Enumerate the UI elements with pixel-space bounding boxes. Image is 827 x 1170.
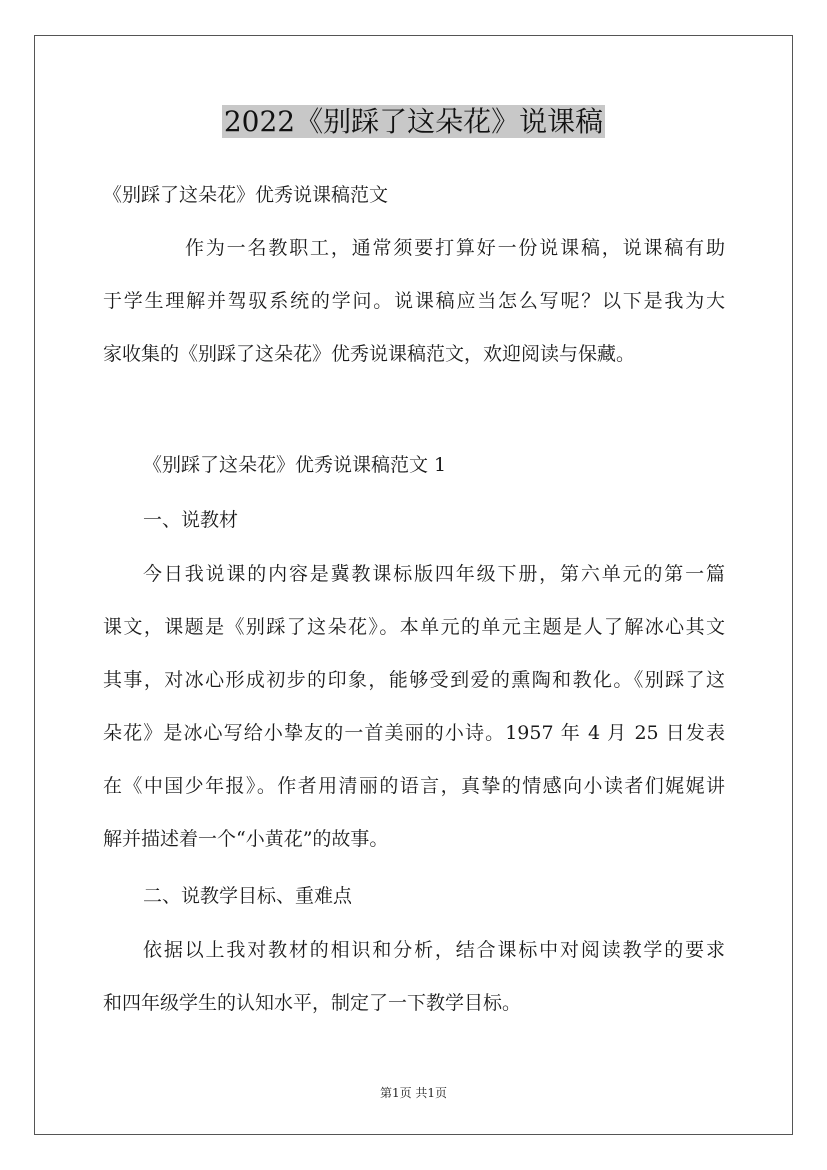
intro-line-2: 于学生理解并驾驭系统的学问。说课稿应当怎么写呢？以下是我为大 [103, 290, 725, 312]
part2-line-1: 依据以上我对教材的相识和分析，结合课标中对阅读教学的要求 [143, 939, 725, 961]
part1-heading: 一、说教材 [143, 509, 239, 531]
part1-line-5: 在《中国少年报》。作者用清丽的语言，真挚的情感向小读者们娓娓讲 [103, 775, 725, 797]
part1-line-2: 课文，课题是《别踩了这朵花》。本单元的单元主题是人了解冰心其文 [103, 616, 725, 638]
part1-line-1: 今日我说课的内容是冀教课标版四年级下册，第六单元的第一篇 [143, 563, 725, 585]
intro-line-1: 作为一名教职工，通常须要打算好一份说课稿，说课稿有助 [185, 237, 725, 259]
part1-line-4: 朵花》是冰心写给小挚友的一首美丽的小诗。1957 年 4 月 25 日发表 [103, 722, 725, 744]
page-footer: 第1页 共1页 [379, 1086, 448, 1100]
part2-heading: 二、说教学目标、重难点 [143, 885, 353, 907]
part2-line-2: 和四年级学生的认知水平，制定了一下教学目标。 [103, 992, 522, 1014]
document-title: 2022《别踩了这朵花》说课稿 [223, 105, 604, 138]
document-title-block [0, 100, 827, 144]
part1-line-6: 解并描述着一个“小黄花”的故事。 [103, 828, 389, 850]
section-heading: 《别踩了这朵花》优秀说课稿范文 1 [143, 454, 447, 476]
intro-line-3: 家收集的《别踩了这朵花》优秀说课稿范文，欢迎阅读与保藏。 [103, 343, 636, 365]
part1-line-3: 其事，对冰心形成初步的印象，能够受到爱的熏陶和教化。《别踩了这 [103, 669, 725, 691]
subtitle: 《别踩了这朵花》优秀说课稿范文 [103, 184, 389, 206]
